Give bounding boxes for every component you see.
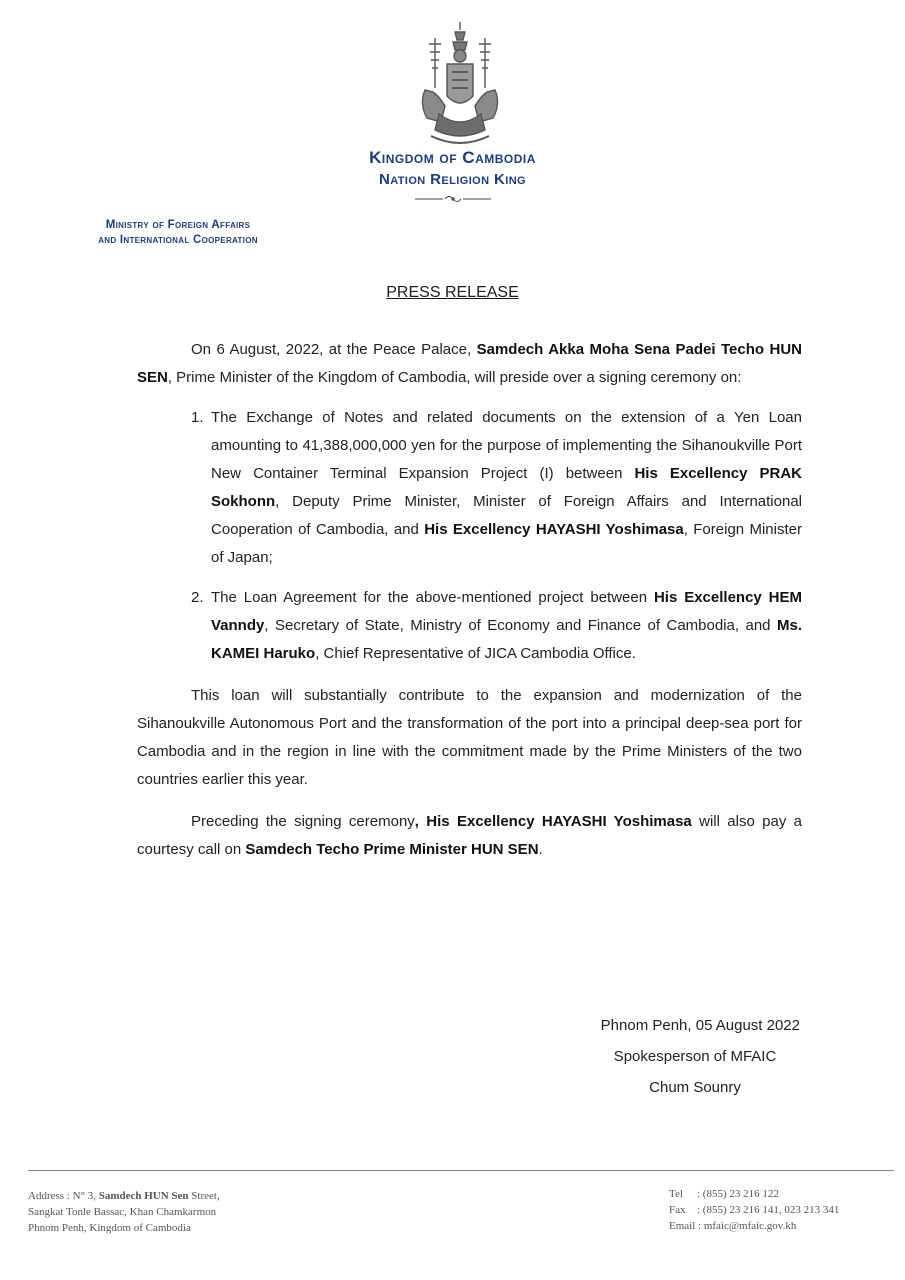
fax-value: : (855) 23 216 141, 023 213 341 xyxy=(697,1204,840,1216)
address-street-name: Samdech HUN Sen xyxy=(98,1190,189,1202)
national-motto: Nation Religion King xyxy=(378,171,527,188)
ceremony-items-list xyxy=(137,404,802,668)
ministry-name xyxy=(28,218,328,248)
item-2-text-1: The Loan Agreement for the above-mentioned project between xyxy=(211,589,654,606)
courtesy-call-paragraph xyxy=(137,808,802,864)
intro-paragraph xyxy=(137,336,802,392)
ornament-divider-icon xyxy=(413,193,493,205)
list-item xyxy=(137,584,802,668)
item-1-text-3: , Foreign Minister of Japan; xyxy=(211,521,802,566)
document-title: PRESS RELEASE xyxy=(386,284,519,301)
email-label: Email xyxy=(669,1220,696,1232)
press-release-body xyxy=(137,336,802,864)
item-2-text-3: , Chief Representative of JICA Cambodia Office. xyxy=(315,645,636,662)
item-number: 2. xyxy=(191,589,204,606)
address-line-2: Sangkat Tonle Bassac, Khan Chamkarmon xyxy=(28,1206,217,1218)
item-1-bold-2: His Excellency HAYASHI Yoshimasa xyxy=(424,521,684,538)
p3-text-2: will also pay a courtesy call on xyxy=(137,813,802,858)
item-number: 1. xyxy=(191,409,204,426)
ministry-line-2: and International Cooperation xyxy=(98,234,258,246)
p3-bold-1: , His Excellency HAYASHI Yoshimasa xyxy=(414,813,692,830)
email-value[interactable]: : mfaic@mfaic.gov.kh xyxy=(698,1220,797,1232)
p3-text-3: . xyxy=(538,841,543,858)
item-1-bold-1: His Excellency PRAK Sokhonn xyxy=(211,465,802,510)
p3-bold-2: Samdech Techo Prime Minister HUN SEN xyxy=(245,841,539,858)
address-suffix: Street, xyxy=(188,1190,220,1202)
tel-value: : (855) 23 216 122 xyxy=(697,1188,779,1200)
signoff-block xyxy=(500,1010,800,1103)
item-2-text-2: , Secretary of State, Ministry of Economy and Finance of Cambodia, and xyxy=(264,617,777,634)
footer-address xyxy=(28,1188,328,1236)
loan-impact-paragraph: This loan will substantially contribute to the expansion and modernization of the Sihanoukville Autonomous Port and the transformation of the port into a principal deep-sea port for Cambodia and in the region in line with the commitment made by the Prime Ministers of the two countries earlier this year. xyxy=(137,687,802,788)
item-2-bold-1: His Excellency HEM Vanndy xyxy=(211,589,802,634)
intro-bold-name: Samdech Akka Moha Sena Padei Techo HUN SEN xyxy=(137,341,803,386)
intro-text-2: , Prime Minister of the Kingdom of Cambodia, will preside over a signing ceremony on: xyxy=(167,369,742,386)
item-1-text-1: The Exchange of Notes and related documents on the extension of a Yen Loan amounting to 41,388,000,000 yen for the purpose of implementing the Sihanoukville Port New Container Terminal Expansion Project (I) between xyxy=(211,409,802,482)
spokesperson-role: Spokesperson of MFAIC xyxy=(613,1048,777,1065)
fax-label: Fax xyxy=(669,1204,686,1216)
item-1-text-2: , Deputy Prime Minister, Minister of Foreign Affairs and International Cooperation of Cambodia, and xyxy=(211,493,802,538)
tel-line xyxy=(669,1186,905,1202)
p3-text-1: Preceding the signing ceremony xyxy=(191,813,415,830)
footer-divider xyxy=(28,1170,894,1171)
spokesperson-name: Chum Sounry xyxy=(649,1079,741,1096)
list-item xyxy=(137,404,802,572)
ministry-line-1: Ministry of Foreign Affairs xyxy=(105,219,251,231)
kingdom-heading: Kingdom of Cambodia xyxy=(369,148,536,167)
address-line-1 xyxy=(28,1188,328,1204)
place-date: Phnom Penh, 05 August 2022 xyxy=(600,1017,800,1034)
item-2-bold-2: Ms. KAMEI Haruko xyxy=(211,617,802,662)
intro-text-1: On 6 August, 2022, at the Peace Palace, xyxy=(191,341,477,358)
fax-line xyxy=(669,1202,905,1218)
address-prefix: Address : N° 3, xyxy=(28,1190,99,1202)
address-line-3: Phnom Penh, Kingdom of Cambodia xyxy=(28,1222,191,1234)
footer-contact xyxy=(669,1186,905,1234)
email-line xyxy=(669,1218,905,1234)
tel-label: Tel xyxy=(669,1188,683,1200)
royal-coat-of-arms-icon xyxy=(405,18,515,153)
